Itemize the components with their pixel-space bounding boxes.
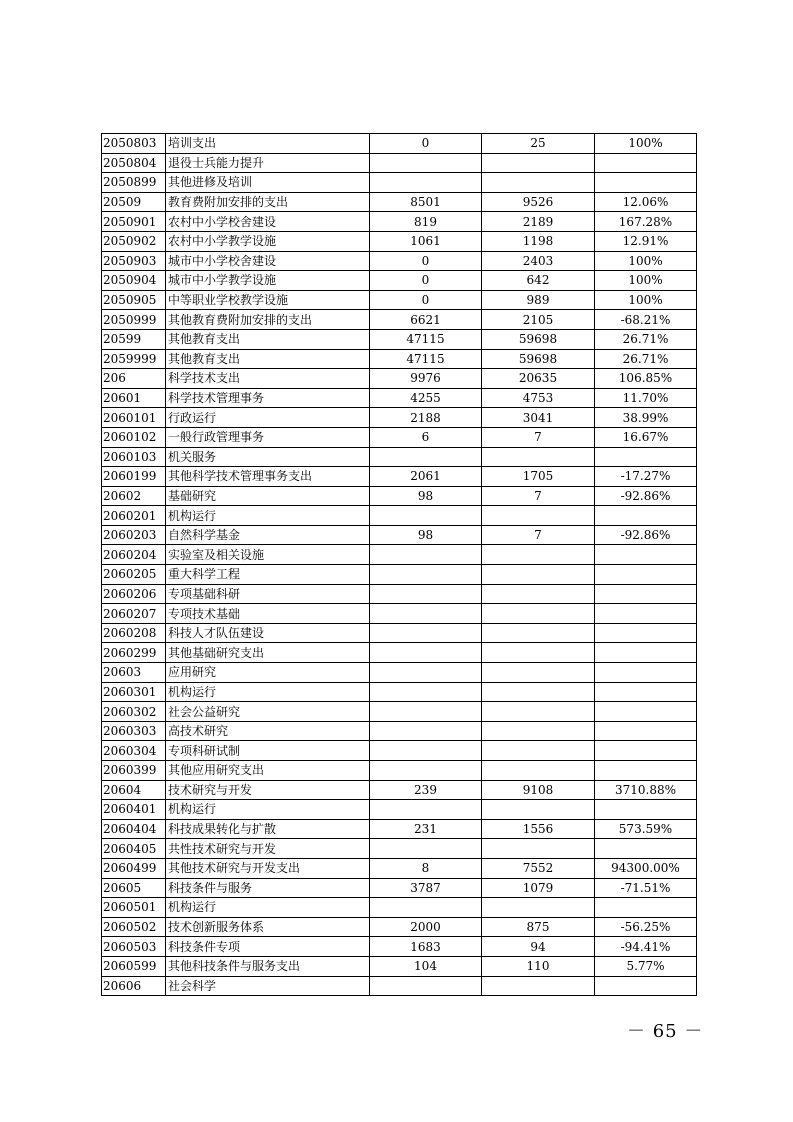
curr-amount-cell: 9108 (482, 780, 595, 800)
item-name-cell: 机构运行 (166, 506, 370, 526)
table-row (102, 545, 697, 565)
prev-amount-cell: 47115 (370, 349, 482, 369)
prev-amount-cell: 98 (370, 486, 482, 506)
item-name-cell: 社会公益研究 (166, 702, 370, 722)
table-row (102, 819, 697, 839)
code-cell: 20602 (102, 486, 166, 506)
table-row (102, 839, 697, 859)
change-rate-cell: 12.91% (595, 231, 697, 251)
code-cell: 2060499 (102, 858, 166, 878)
code-cell: 2060302 (102, 702, 166, 722)
change-rate-cell (595, 623, 697, 643)
item-name-cell: 专项科研试制 (166, 741, 370, 761)
table-row (102, 878, 697, 898)
code-cell: 2060503 (102, 937, 166, 957)
prev-amount-cell (370, 976, 482, 996)
code-cell: 2060301 (102, 682, 166, 702)
item-name-cell: 科学技术支出 (166, 369, 370, 389)
curr-amount-cell: 59698 (482, 329, 595, 349)
code-cell: 2060404 (102, 819, 166, 839)
curr-amount-cell (482, 506, 595, 526)
table-row (102, 329, 697, 349)
prev-amount-cell: 6 (370, 427, 482, 447)
curr-amount-cell (482, 584, 595, 604)
table-row (102, 663, 697, 683)
curr-amount-cell (482, 800, 595, 820)
table-row (102, 134, 697, 154)
curr-amount-cell (482, 976, 595, 996)
table-row (102, 251, 697, 271)
code-cell: 2060206 (102, 584, 166, 604)
change-rate-cell (595, 565, 697, 585)
table-row (102, 858, 697, 878)
item-name-cell: 培训支出 (166, 134, 370, 154)
item-name-cell: 其他技术研究与开发支出 (166, 858, 370, 878)
change-rate-cell: 100% (595, 134, 697, 154)
item-name-cell: 共性技术研究与开发 (166, 839, 370, 859)
code-cell: 2050804 (102, 153, 166, 173)
curr-amount-cell: 989 (482, 290, 595, 310)
table-row (102, 173, 697, 193)
prev-amount-cell: 0 (370, 251, 482, 271)
prev-amount-cell: 47115 (370, 329, 482, 349)
item-name-cell: 高技术研究 (166, 721, 370, 741)
prev-amount-cell: 0 (370, 134, 482, 154)
curr-amount-cell: 25 (482, 134, 595, 154)
change-rate-cell (595, 545, 697, 565)
change-rate-cell (595, 898, 697, 918)
prev-amount-cell: 6621 (370, 310, 482, 330)
code-cell: 2050899 (102, 173, 166, 193)
prev-amount-cell (370, 741, 482, 761)
prev-amount-cell (370, 506, 482, 526)
curr-amount-cell: 2403 (482, 251, 595, 271)
prev-amount-cell: 819 (370, 212, 482, 232)
item-name-cell: 重大科学工程 (166, 565, 370, 585)
item-name-cell: 科技人才队伍建设 (166, 623, 370, 643)
table-row (102, 231, 697, 251)
item-name-cell: 基础研究 (166, 486, 370, 506)
curr-amount-cell: 9526 (482, 192, 595, 212)
item-name-cell: 专项基础科研 (166, 584, 370, 604)
code-cell: 2060303 (102, 721, 166, 741)
prev-amount-cell: 2061 (370, 467, 482, 487)
table-row (102, 212, 697, 232)
code-cell: 2050905 (102, 290, 166, 310)
curr-amount-cell (482, 682, 595, 702)
curr-amount-cell: 7 (482, 486, 595, 506)
item-name-cell: 其他进修及培训 (166, 173, 370, 193)
item-name-cell: 农村中小学校舍建设 (166, 212, 370, 232)
curr-amount-cell (482, 447, 595, 467)
item-name-cell: 机关服务 (166, 447, 370, 467)
code-cell: 2060304 (102, 741, 166, 761)
table-row (102, 898, 697, 918)
table-row (102, 780, 697, 800)
code-cell: 2060201 (102, 506, 166, 526)
code-cell: 2060405 (102, 839, 166, 859)
item-name-cell: 其他应用研究支出 (166, 761, 370, 781)
curr-amount-cell (482, 721, 595, 741)
prev-amount-cell: 9976 (370, 369, 482, 389)
item-name-cell: 自然科学基金 (166, 525, 370, 545)
change-rate-cell: 94300.00% (595, 858, 697, 878)
change-rate-cell: -17.27% (595, 467, 697, 487)
table-row (102, 192, 697, 212)
curr-amount-cell: 3041 (482, 408, 595, 428)
table-row (102, 447, 697, 467)
curr-amount-cell (482, 565, 595, 585)
code-cell: 2060199 (102, 467, 166, 487)
item-name-cell: 科技条件与服务 (166, 878, 370, 898)
code-cell: 20509 (102, 192, 166, 212)
table-row (102, 584, 697, 604)
change-rate-cell: -92.86% (595, 486, 697, 506)
curr-amount-cell (482, 839, 595, 859)
item-name-cell: 城市中小学教学设施 (166, 271, 370, 291)
change-rate-cell: 106.85% (595, 369, 697, 389)
table-row (102, 427, 697, 447)
change-rate-cell (595, 741, 697, 761)
curr-amount-cell (482, 643, 595, 663)
prev-amount-cell: 8 (370, 858, 482, 878)
prev-amount-cell: 104 (370, 956, 482, 976)
change-rate-cell: 100% (595, 271, 697, 291)
prev-amount-cell (370, 702, 482, 722)
item-name-cell: 行政运行 (166, 408, 370, 428)
item-name-cell: 一般行政管理事务 (166, 427, 370, 447)
change-rate-cell: 5.77% (595, 956, 697, 976)
change-rate-cell (595, 800, 697, 820)
curr-amount-cell (482, 153, 595, 173)
curr-amount-cell: 110 (482, 956, 595, 976)
change-rate-cell (595, 839, 697, 859)
table-row (102, 271, 697, 291)
change-rate-cell: -68.21% (595, 310, 697, 330)
item-name-cell: 实验室及相关设施 (166, 545, 370, 565)
table-row (102, 741, 697, 761)
prev-amount-cell (370, 447, 482, 467)
table-row (102, 917, 697, 937)
code-cell: 2060207 (102, 604, 166, 624)
change-rate-cell: 26.71% (595, 349, 697, 369)
prev-amount-cell (370, 545, 482, 565)
code-cell: 2059999 (102, 349, 166, 369)
table-row (102, 349, 697, 369)
code-cell: 2060102 (102, 427, 166, 447)
table-row (102, 937, 697, 957)
item-name-cell: 其他科技条件与服务支出 (166, 956, 370, 976)
code-cell: 2060401 (102, 800, 166, 820)
code-cell: 2050902 (102, 231, 166, 251)
prev-amount-cell (370, 898, 482, 918)
change-rate-cell (595, 584, 697, 604)
change-rate-cell: 100% (595, 290, 697, 310)
curr-amount-cell: 1079 (482, 878, 595, 898)
table-row (102, 604, 697, 624)
change-rate-cell: 573.59% (595, 819, 697, 839)
code-cell: 20599 (102, 329, 166, 349)
item-name-cell: 科技成果转化与扩散 (166, 819, 370, 839)
curr-amount-cell: 875 (482, 917, 595, 937)
change-rate-cell: 100% (595, 251, 697, 271)
change-rate-cell (595, 682, 697, 702)
item-name-cell: 专项技术基础 (166, 604, 370, 624)
change-rate-cell: -56.25% (595, 917, 697, 937)
table-row (102, 956, 697, 976)
table-row (102, 525, 697, 545)
prev-amount-cell: 2000 (370, 917, 482, 937)
code-cell: 2060599 (102, 956, 166, 976)
curr-amount-cell: 94 (482, 937, 595, 957)
change-rate-cell (595, 702, 697, 722)
change-rate-cell (595, 153, 697, 173)
table-row (102, 290, 697, 310)
code-cell: 2050803 (102, 134, 166, 154)
prev-amount-cell (370, 663, 482, 683)
prev-amount-cell (370, 604, 482, 624)
table-row (102, 682, 697, 702)
code-cell: 206 (102, 369, 166, 389)
code-cell: 2060399 (102, 761, 166, 781)
prev-amount-cell (370, 623, 482, 643)
code-cell: 2050903 (102, 251, 166, 271)
curr-amount-cell: 7552 (482, 858, 595, 878)
table-row (102, 486, 697, 506)
code-cell: 2060101 (102, 408, 166, 428)
item-name-cell: 中等职业学校教学设施 (166, 290, 370, 310)
curr-amount-cell (482, 702, 595, 722)
code-cell: 2060501 (102, 898, 166, 918)
code-cell: 2050901 (102, 212, 166, 232)
code-cell: 2060205 (102, 565, 166, 585)
change-rate-cell (595, 663, 697, 683)
change-rate-cell: 26.71% (595, 329, 697, 349)
code-cell: 20606 (102, 976, 166, 996)
prev-amount-cell (370, 565, 482, 585)
curr-amount-cell: 642 (482, 271, 595, 291)
table-body (102, 134, 697, 996)
item-name-cell: 科学技术管理事务 (166, 388, 370, 408)
table-row (102, 467, 697, 487)
table-row (102, 408, 697, 428)
table-row (102, 761, 697, 781)
budget-table (101, 133, 697, 996)
change-rate-cell (595, 173, 697, 193)
curr-amount-cell (482, 173, 595, 193)
item-name-cell: 科技条件专项 (166, 937, 370, 957)
curr-amount-cell (482, 545, 595, 565)
curr-amount-cell (482, 741, 595, 761)
item-name-cell: 其他教育支出 (166, 329, 370, 349)
curr-amount-cell (482, 898, 595, 918)
prev-amount-cell (370, 643, 482, 663)
prev-amount-cell: 0 (370, 290, 482, 310)
curr-amount-cell: 7 (482, 427, 595, 447)
item-name-cell: 技术创新服务体系 (166, 917, 370, 937)
prev-amount-cell (370, 721, 482, 741)
item-name-cell: 机构运行 (166, 898, 370, 918)
curr-amount-cell: 7 (482, 525, 595, 545)
code-cell: 2060103 (102, 447, 166, 467)
code-cell: 2060299 (102, 643, 166, 663)
table-row (102, 721, 697, 741)
table-row (102, 388, 697, 408)
table-row (102, 565, 697, 585)
curr-amount-cell (482, 604, 595, 624)
change-rate-cell: 38.99% (595, 408, 697, 428)
prev-amount-cell: 0 (370, 271, 482, 291)
item-name-cell: 社会科学 (166, 976, 370, 996)
prev-amount-cell: 239 (370, 780, 482, 800)
prev-amount-cell: 98 (370, 525, 482, 545)
prev-amount-cell (370, 761, 482, 781)
prev-amount-cell: 231 (370, 819, 482, 839)
table-row (102, 369, 697, 389)
item-name-cell: 其他教育支出 (166, 349, 370, 369)
code-cell: 2060203 (102, 525, 166, 545)
item-name-cell: 城市中小学校舍建设 (166, 251, 370, 271)
item-name-cell: 应用研究 (166, 663, 370, 683)
change-rate-cell: -71.51% (595, 878, 697, 898)
item-name-cell: 退役士兵能力提升 (166, 153, 370, 173)
prev-amount-cell (370, 800, 482, 820)
table-row (102, 153, 697, 173)
table-row (102, 310, 697, 330)
change-rate-cell (595, 761, 697, 781)
curr-amount-cell: 1198 (482, 231, 595, 251)
change-rate-cell (595, 643, 697, 663)
curr-amount-cell: 4753 (482, 388, 595, 408)
code-cell: 20604 (102, 780, 166, 800)
prev-amount-cell (370, 839, 482, 859)
curr-amount-cell: 2189 (482, 212, 595, 232)
prev-amount-cell: 8501 (370, 192, 482, 212)
change-rate-cell: 16.67% (595, 427, 697, 447)
table-row (102, 702, 697, 722)
item-name-cell: 其他科学技术管理事务支出 (166, 467, 370, 487)
change-rate-cell (595, 976, 697, 996)
code-cell: 2060204 (102, 545, 166, 565)
code-cell: 20603 (102, 663, 166, 683)
prev-amount-cell: 3787 (370, 878, 482, 898)
prev-amount-cell (370, 682, 482, 702)
code-cell: 2060502 (102, 917, 166, 937)
table-row (102, 506, 697, 526)
change-rate-cell: 167.28% (595, 212, 697, 232)
curr-amount-cell (482, 623, 595, 643)
curr-amount-cell: 2105 (482, 310, 595, 330)
prev-amount-cell: 4255 (370, 388, 482, 408)
table-row (102, 643, 697, 663)
prev-amount-cell: 2188 (370, 408, 482, 428)
change-rate-cell: 3710.88% (595, 780, 697, 800)
prev-amount-cell (370, 584, 482, 604)
curr-amount-cell: 20635 (482, 369, 595, 389)
prev-amount-cell: 1061 (370, 231, 482, 251)
prev-amount-cell: 1683 (370, 937, 482, 957)
item-name-cell: 技术研究与开发 (166, 780, 370, 800)
change-rate-cell: -92.86% (595, 525, 697, 545)
curr-amount-cell: 59698 (482, 349, 595, 369)
change-rate-cell: 11.70% (595, 388, 697, 408)
change-rate-cell (595, 721, 697, 741)
item-name-cell: 农村中小学教学设施 (166, 231, 370, 251)
change-rate-cell (595, 447, 697, 467)
code-cell: 20601 (102, 388, 166, 408)
table-row (102, 800, 697, 820)
table-row (102, 623, 697, 643)
prev-amount-cell (370, 153, 482, 173)
item-name-cell: 其他教育费附加安排的支出 (166, 310, 370, 330)
item-name-cell: 机构运行 (166, 800, 370, 820)
change-rate-cell: 12.06% (595, 192, 697, 212)
table-row (102, 976, 697, 996)
curr-amount-cell: 1556 (482, 819, 595, 839)
change-rate-cell (595, 604, 697, 624)
item-name-cell: 机构运行 (166, 682, 370, 702)
code-cell: 20605 (102, 878, 166, 898)
code-cell: 2050999 (102, 310, 166, 330)
item-name-cell: 教育费附加安排的支出 (166, 192, 370, 212)
change-rate-cell: -94.41% (595, 937, 697, 957)
change-rate-cell (595, 506, 697, 526)
curr-amount-cell (482, 663, 595, 683)
prev-amount-cell (370, 173, 482, 193)
curr-amount-cell (482, 761, 595, 781)
page-number: － 65 － (627, 1021, 704, 1042)
code-cell: 2060208 (102, 623, 166, 643)
code-cell: 2050904 (102, 271, 166, 291)
item-name-cell: 其他基础研究支出 (166, 643, 370, 663)
curr-amount-cell: 1705 (482, 467, 595, 487)
